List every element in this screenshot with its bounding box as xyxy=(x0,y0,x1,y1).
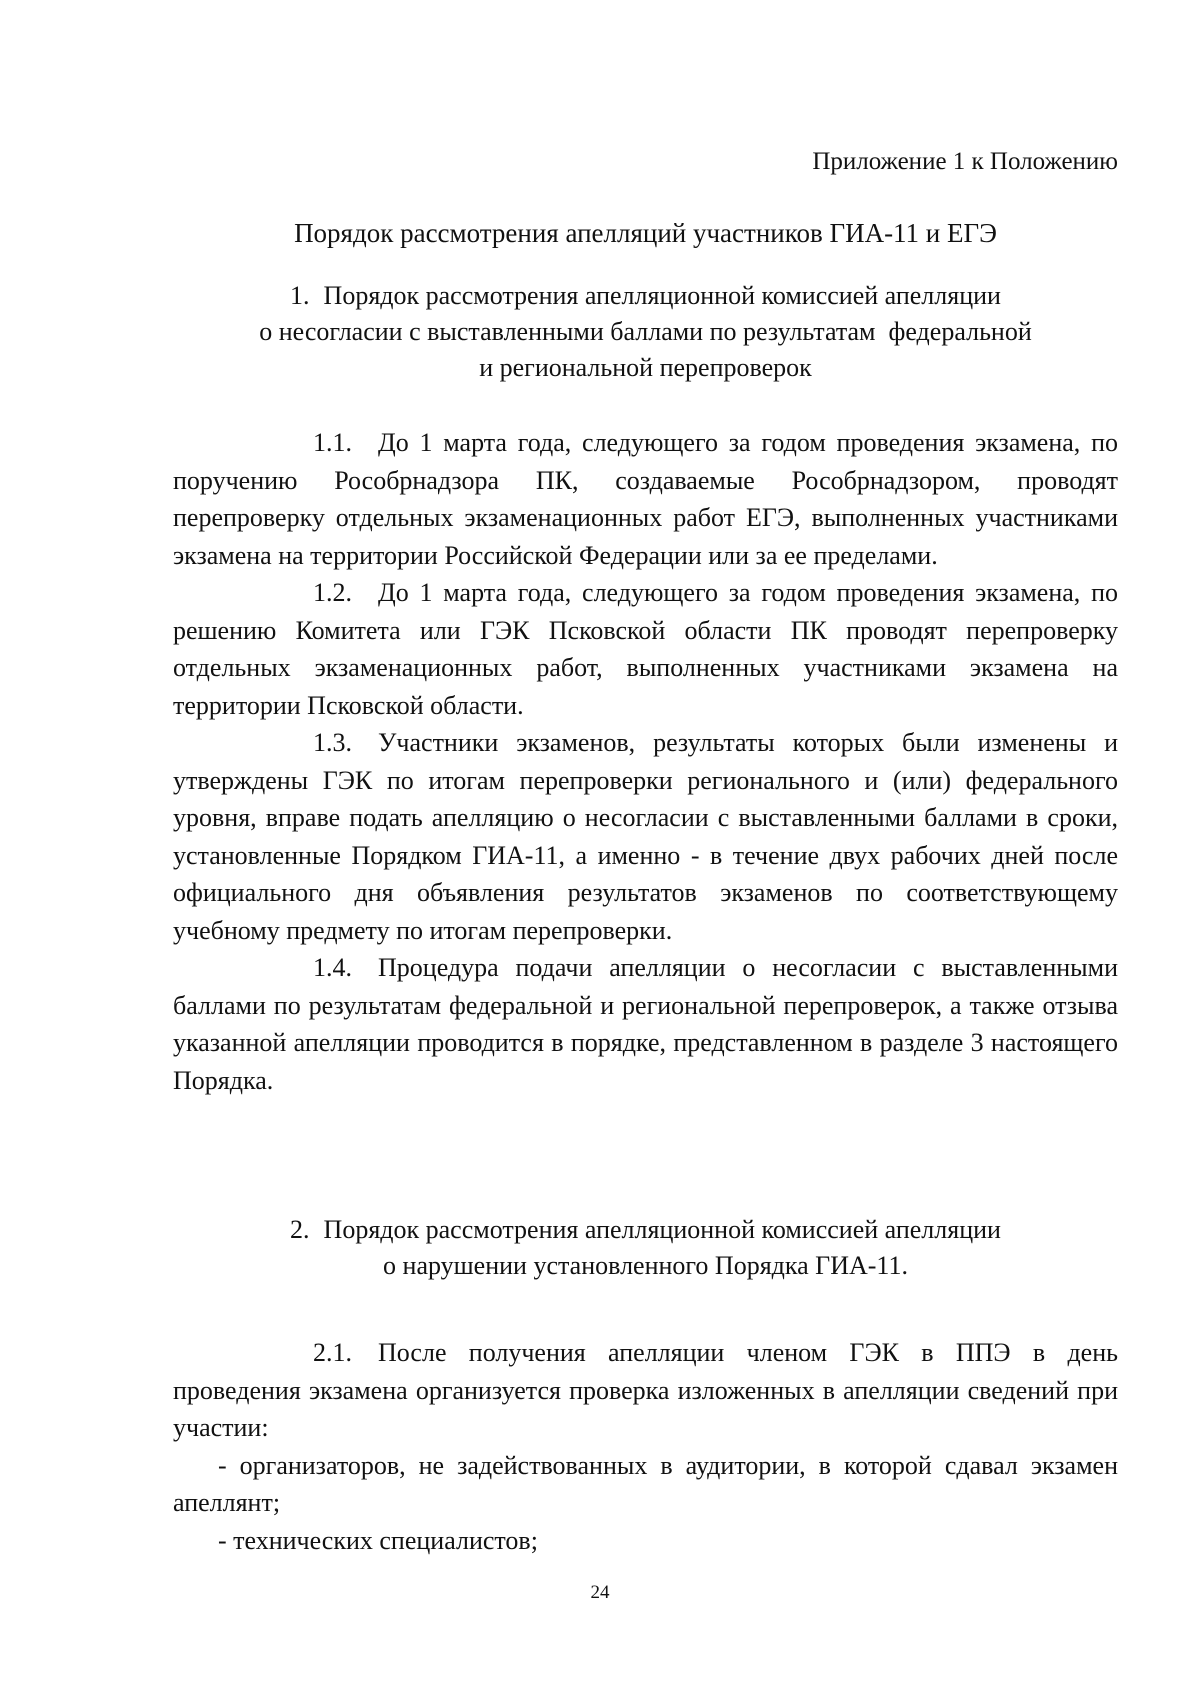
list-item: - технических специалистов; xyxy=(218,1525,538,1555)
section-1-heading-line-3: и региональной перепроверок xyxy=(479,353,812,382)
paragraph-2-1 xyxy=(173,1334,1118,1447)
section-1-heading xyxy=(173,278,1118,386)
section-2-number: 2. xyxy=(290,1215,310,1244)
paragraph-1-4 xyxy=(173,949,1118,1099)
section-1-heading-line-2: о несогласии с выставленными баллами по результатам федеральной xyxy=(259,317,1032,346)
section-2-heading xyxy=(173,1212,1118,1284)
paragraph-number: 1.1. xyxy=(313,428,352,457)
section-1-heading-text-1: Порядок рассмотрения апелляционной комиссией апелляции xyxy=(323,281,1001,310)
section-2-heading-line-1 xyxy=(173,1212,1118,1248)
section-1-body xyxy=(173,424,1118,1099)
paragraph-number: 1.3. xyxy=(313,728,352,757)
list-item: - организаторов, не задействованных в аудитории, в которой сдавал экзамен апеллянт; xyxy=(173,1450,1118,1517)
section-2-heading-line-2: о нарушении установленного Порядка ГИА-11. xyxy=(383,1251,908,1280)
section-2-body xyxy=(173,1334,1118,1559)
section-1-number: 1. xyxy=(290,281,310,310)
paragraph-number: 1.2. xyxy=(313,578,352,607)
paragraph-1-2 xyxy=(173,574,1118,724)
paragraph-text: До 1 марта года, следующего за годом проведения экзамена, по решению Комитета или ГЭК Псковской области ПК проводят перепроверку отдельных экзаменационных работ, выполненных участниками экзамена на территории Псковской области. xyxy=(173,578,1118,720)
section-1-heading-line-1 xyxy=(173,278,1118,314)
paragraph-text: Процедура подачи апелляции о несогласии с выставленными баллами по результатам федеральной и региональной перепроверок, а также отзыва указанной апелляции проводится в порядке, представленном в разделе 3 настоящего Порядка. xyxy=(173,953,1118,1095)
paragraph-1-1 xyxy=(173,424,1118,574)
paragraph-text: До 1 марта года, следующего за годом проведения экзамена, по поручению Рособрнадзора ПК, создаваемые Рособрнадзором, проводят перепроверку отдельных экзаменационных работ ЕГЭ, выполненных участниками экзамена на территории Российской Федерации или за ее пределами. xyxy=(173,428,1118,570)
paragraph-1-3 xyxy=(173,724,1118,949)
appendix-note: Приложение 1 к Положению xyxy=(812,148,1118,175)
section-2-heading-text-1: Порядок рассмотрения апелляционной комиссией апелляции xyxy=(323,1215,1001,1244)
paragraph-text: Участники экзаменов, результаты которых были изменены и утверждены ГЭК по итогам перепроверки регионального и (или) федерального уровня, вправе подать апелляцию о несогласии с выставленными баллами в сроки, установленные Порядком ГИА-11, а именно - в течение двух рабочих дней после официального дня объявления результатов экзаменов по соответствующему учебному предмету по итогам перепроверки. xyxy=(173,728,1118,945)
document-title: Порядок рассмотрения апелляций участников ГИА-11 и ЕГЭ xyxy=(294,218,997,248)
paragraph-number: 2.1. xyxy=(313,1338,352,1367)
paragraph-number: 1.4. xyxy=(313,953,352,982)
page-number: 24 xyxy=(590,1582,610,1603)
paragraph-text: После получения апелляции членом ГЭК в ППЭ в день проведения экзамена организуется проверка изложенных в апелляции сведений при участии: xyxy=(173,1338,1118,1442)
